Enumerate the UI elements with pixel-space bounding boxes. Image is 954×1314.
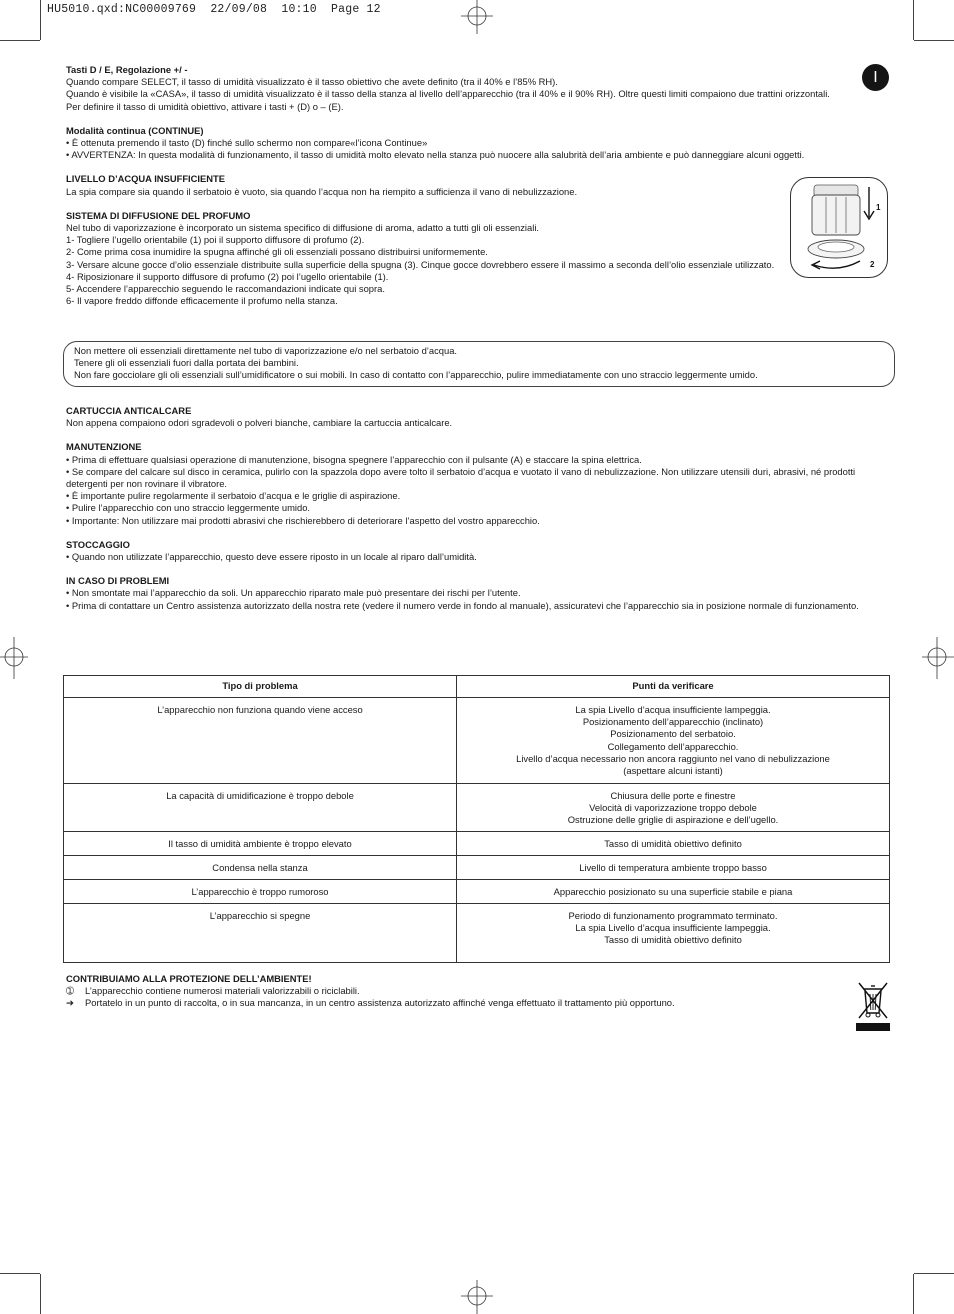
print-header: HU5010.qxd:NC00009769 22/09/08 10:10 Page 12: [47, 3, 381, 16]
table-row: [64, 856, 890, 880]
environment-item: [66, 985, 846, 997]
check-line: Apparecchio posizionato su una superficie stabile e piana: [553, 886, 793, 897]
check-line: Posizionamento dell’apparecchio (inclinato): [582, 716, 764, 728]
table-row: [64, 698, 890, 784]
paragraph: • Importante: Non utilizzare mai prodotti abrasivi che rischierebbero di deteriorare l’aspetto del vostro apparecchio.: [66, 514, 540, 526]
step: 6- Il vapore freddo diffonde efficacemente il profumo nella stanza.: [66, 295, 338, 307]
check-line: Livello d’acqua necessario non ancora raggiunto nel vano di nebulizzazione: [516, 752, 830, 764]
environment-section: [66, 973, 846, 1010]
checks-cell: [457, 784, 890, 832]
paragraph: • Pulire l’apparecchio con uno straccio leggermente umido.: [66, 502, 311, 514]
paragraph: • Se compare del calcare sul disco in ceramica, pulirlo con la spazzola dopo avere tolto il serbatoio d’acqua e vuotato il vano di nebulizzazione. Non utilizzare utensili duri, abrasivi, né prodotti detergenti per non rovinare il vibratore.: [66, 465, 856, 490]
registration-mark-top: [457, 0, 497, 36]
warning-line: Tenere gli oli essenziali fuori dalla portata dei bambini.: [74, 357, 299, 369]
section-keys-regulation: [66, 64, 890, 113]
checks-cell: [457, 880, 890, 904]
table-row: [64, 904, 890, 963]
paragraph: • Quando non utilizzate l’apparecchio, questo deve essere riposto in un locale al riparo dall’umidità.: [66, 551, 477, 563]
recycle-number-icon: ➀: [66, 985, 74, 997]
section-storage: [66, 539, 890, 563]
table-row: [64, 832, 890, 856]
arrow-right-icon: ➔: [66, 997, 74, 1009]
check-line: Periodo di funzionamento programmato terminato.: [568, 910, 778, 921]
section-title: SISTEMA DI DIFFUSIONE DEL PROFUMO: [66, 209, 251, 221]
check-line: Tasso di umidità obiettivo definito: [604, 838, 742, 849]
troubleshooting-table: [63, 675, 890, 963]
registration-mark-bottom: [457, 1278, 497, 1314]
section-anti-scale-cartridge: [66, 405, 890, 429]
check-line: Posizionamento del serbatoio.: [610, 728, 736, 740]
crop-mark-bottom-right-v: [913, 1274, 914, 1314]
problem-cell: L’apparecchio non funziona quando viene acceso: [64, 698, 457, 784]
section-title: MANUTENZIONE: [66, 441, 142, 453]
paragraph: • È importante pulire regolarmente il serbatoio d’acqua e le griglie di aspirazione.: [66, 490, 401, 502]
diagram-label-1: 1: [876, 203, 881, 212]
paragraph: La spia compare sia quando il serbatoio è vuoto, sia quando l’acqua non ha riempito a sufficienza il vano di nebulizzazione.: [66, 185, 578, 197]
problem-cell: Il tasso di umidità ambiente è troppo elevato: [64, 832, 457, 856]
paragraph: • Non smontate mai l’apparecchio da soli. Un apparecchio riparato male può presentare dei rischi per l’utente.: [66, 587, 521, 599]
essential-oils-warning-box: [63, 341, 895, 387]
paragraph: • Prima di effettuare qualsiasi operazione di manutenzione, bisogna spegnere l’apparecchio con il pulsante (A) e staccare la spina elettrica.: [66, 453, 642, 465]
step: 2- Come prima cosa inumidire la spugna affinché gli oli essenziali possano distribuirsi uniformemente.: [66, 246, 488, 258]
section-water-level: [66, 173, 890, 197]
column-header-problem: Tipo di problema: [64, 676, 457, 698]
registration-mark-right: [922, 635, 954, 681]
check-line: Chiusura delle porte e finestre: [610, 790, 736, 801]
section-continuous-mode: [66, 125, 890, 162]
check-line: (aspettare alcuni istanti): [623, 765, 723, 777]
registration-mark-left: [0, 635, 30, 681]
step: 5- Accendere l’apparecchio seguendo le raccomandazioni indicate qui sopra.: [66, 283, 385, 295]
environment-item-text: Portatelo in un punto di raccolta, o in sua mancanza, in un centro assistenza autorizzato affinché venga effettuato il trattamento più opportuno.: [85, 997, 675, 1009]
environment-item: [66, 997, 846, 1009]
section-maintenance: [66, 441, 890, 526]
step: 4- Riposizionare il supporto diffusore di profumo (2) poi l’ugello orientabile (1).: [66, 270, 389, 282]
check-line: Tasso di umidità obiettivo definito: [604, 934, 742, 946]
column-header-checks: Punti da verificare: [457, 676, 890, 698]
environment-item-text: L’apparecchio contiene numerosi materiali valorizzabili o riciclabili.: [85, 985, 360, 997]
section-title: LIVELLO D’ACQUA INSUFFICIENTE: [66, 173, 226, 185]
problem-cell: L’apparecchio è troppo rumoroso: [64, 880, 457, 904]
crop-mark-bottom-right-h: [914, 1273, 954, 1274]
warning-line: Non mettere oli essenziali direttamente nel tubo di vaporizzazione e/o nel serbatoio d’acqua.: [74, 345, 458, 356]
section-title: CONTRIBUIAMO ALLA PROTEZIONE DELL’AMBIENTE!: [66, 973, 312, 984]
problem-cell: La capacità di umidificazione è troppo debole: [64, 784, 457, 832]
check-line: Ostruzione delle griglie di aspirazione e dell’ugello.: [567, 814, 779, 826]
paragraph: • Prima di contattare un Centro assistenza autorizzato della nostra rete (vedere il numero verde in fondo al manuale), assicuratevi che l’apparecchio sia in posizione normale di funzionamento.: [66, 599, 859, 611]
section-title: Tasti D / E, Regolazione +/ -: [66, 64, 188, 75]
diagram-label-2: 2: [870, 260, 875, 269]
section-title: IN CASO DI PROBLEMI: [66, 575, 170, 587]
crop-mark-top-right-h: [914, 40, 954, 41]
crop-mark-top-right-v: [913, 0, 914, 40]
checks-cell: [457, 698, 890, 784]
section-title: STOCCAGGIO: [66, 538, 130, 550]
paragraph: • È ottenuta premendo il tasto (D) finché sullo schermo non compare«l’icona Continue»: [66, 137, 428, 149]
section-title: CARTUCCIA ANTICALCARE: [66, 405, 192, 416]
check-line: La spia Livello d’acqua insufficiente lampeggia.: [575, 704, 771, 715]
section-perfume-diffusion: [66, 210, 890, 308]
table-header-row: [64, 676, 890, 698]
step: 3- Versare alcune gocce d’olio essenziale distribuite sulla superficie della spugna (3). Cinque gocce dovrebbero essere il massimo a seconda dell’olio essenziale utilizzato.: [66, 258, 775, 270]
step: 1- Togliere l’ugello orientabile (1) poi il supporto diffusore di profumo (2).: [66, 234, 365, 246]
paragraph: Nel tubo di vaporizzazione è incorporato un sistema specifico di diffusione di aroma, adatto a tutti gli oli essenziali.: [66, 222, 540, 234]
instructions-lower: [66, 405, 890, 624]
paragraph: Quando compare SELECT, il tasso di umidità visualizzato è il tasso obiettivo che avete definito (tra il 40% e l’85% RH).: [66, 76, 558, 88]
check-line: Livello di temperatura ambiente troppo basso: [579, 862, 767, 873]
language-tab-badge: I: [862, 64, 889, 91]
crop-mark-top-left-v: [40, 0, 41, 40]
weee-crossed-bin-icon: [855, 981, 891, 1033]
paragraph: • AVVERTENZA: In questa modalità di funzionamento, il tasso di umidità molto elevato nella stanza può nuocere alla salubrità dell’aria ambiente e può danneggiare alcuni oggetti.: [66, 149, 805, 161]
section-title: Modalità continua (CONTINUE): [66, 124, 204, 136]
table-row: [64, 880, 890, 904]
paragraph: Quando è visibile la «CASA», il tasso di umidità visualizzato è il tasso della stanza al livello dell’apparecchio (tra il 40% e il 90% RH). Oltre questi limiti compaiono due trattini orizzontali.: [66, 88, 830, 100]
check-line: Velocità di vaporizzazione troppo debole: [589, 802, 757, 814]
nozzle-removal-diagram: [790, 177, 888, 278]
check-line: Collegamento dell’apparecchio.: [607, 740, 739, 752]
table-row: [64, 784, 890, 832]
checks-cell: [457, 832, 890, 856]
warning-line: Non fare gocciolare gli oli essenziali sull’umidificatore o sui mobili. In caso di contatto con l’apparecchio, pulire immediatamente con uno straccio leggermente umido.: [74, 369, 758, 381]
problem-cell: L’apparecchio si spegne: [64, 904, 457, 963]
crop-mark-top-left-h: [0, 40, 40, 41]
problem-cell: Condensa nella stanza: [64, 856, 457, 880]
section-troubleshooting: [66, 575, 890, 612]
instructions-upper: [66, 64, 890, 319]
check-line: La spia Livello d’acqua insufficiente lampeggia.: [575, 922, 771, 934]
paragraph: Per definire il tasso di umidità obiettivo, attivare i tasti + (D) o – (E).: [66, 100, 344, 112]
checks-cell: [457, 904, 890, 963]
crop-mark-bottom-left-h: [0, 1273, 40, 1274]
crop-mark-bottom-left-v: [40, 1274, 41, 1314]
paragraph: Non appena compaiono odori sgradevoli o polveri bianche, cambiare la cartuccia anticalcare.: [66, 417, 453, 429]
checks-cell: [457, 856, 890, 880]
